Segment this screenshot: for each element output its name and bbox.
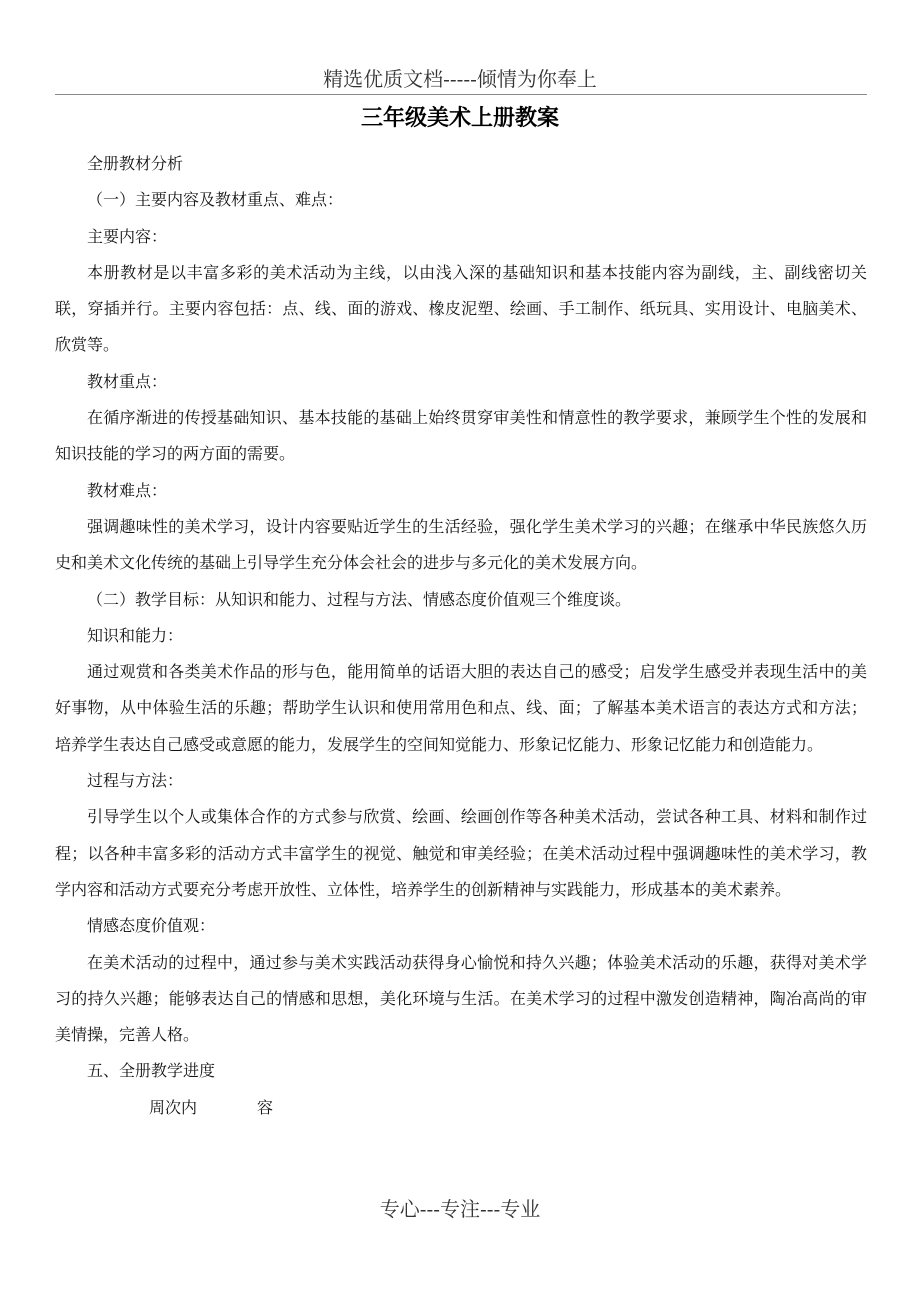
page-header: 精选优质文档-----倾情为你奉上 — [323, 67, 597, 91]
paragraph-key-points: 在循序渐进的传授基础知识、基本技能的基础上始终贯穿审美性和情意性的教学要求，兼顾学生个性的发展和知识技能的学习的两方面的需要。 — [55, 408, 867, 464]
subsection-heading-goals: （二）教学目标：从知识和能力、过程与方法、情感态度价值观三个维度谈。 — [87, 589, 632, 609]
schedule-table-header — [55, 1090, 867, 1126]
page-footer: 专心---专注---专业 — [379, 1197, 541, 1221]
document-title: 三年级美术上册教案 — [360, 106, 559, 131]
document-body — [55, 146, 867, 1126]
label-process-method: 过程与方法： — [87, 771, 184, 791]
subsection-heading: （一）主要内容及教材重点、难点： — [87, 190, 344, 210]
label-main-content: 主要内容： — [87, 226, 168, 246]
paragraph-difficulties: 强调趣味性的美术学习，设计内容要贴近学生的生活经验，强化学生美术学习的兴趣；在继承中华民族悠久历史和美术文化传统的基础上引导学生充分体会社会的进步与多元化的美术发展方向。 — [55, 516, 867, 573]
label-knowledge-ability: 知识和能力： — [87, 625, 184, 645]
label-key-points: 教材重点： — [87, 371, 168, 391]
paragraph-knowledge-ability: 通过观赏和各类美术作品的形与色，能用简单的话语大胆的表达自己的感受；启发学生感受并表现生活中的美好事物，从中体验生活的乐趣；帮助学生认识和使用常用色和点、线、面；了解基本美术语言的表达方式和方法；培养学生表达自己感受或意愿的能力，发展学生的空间知觉能力、形象记忆能力、形象记忆能力和创造能力。 — [55, 662, 867, 754]
paragraph-attitude-values: 在美术活动的过程中，通过参与美术实践活动获得身心愉悦和持久兴趣；体验美术活动的乐趣，获得对美术学习的持久兴趣；能够表达自己的情感和思想，美化环境与生活。在美术学习的过程中激发创造精神，陶冶高尚的审美情操，完善人格。 — [55, 952, 867, 1045]
column-header-content: 容 — [257, 1097, 274, 1117]
label-attitude-values: 情感态度价值观： — [87, 916, 216, 936]
label-difficulties: 教材难点： — [87, 480, 168, 500]
paragraph-main-content: 本册教材是以丰富多彩的美术活动为主线，以由浅入深的基础知识和基本技能内容为副线，主、副线密切关联，穿插并行。主要内容包括：点、线、面的游戏、橡皮泥塑、绘画、手工制作、纸玩具、实用设计、电脑美术、欣赏等。 — [55, 262, 867, 355]
section-heading: 全册教材分析 — [87, 154, 184, 173]
paragraph-process-method: 引导学生以个人或集体合作的方式参与欣赏、绘画、绘画创作等各种美术活动，尝试各种工具、材料和制作过程；以各种丰富多彩的活动方式丰富学生的视觉、触觉和审美经验；在美术活动过程中强调趣味性的美术学习，教学内容和活动方式要充分考虑开放性、立体性，培养学生的创新精神与实践能力，形成基本的美术素养。 — [55, 807, 867, 899]
column-header-week: 周次内 — [149, 1097, 198, 1117]
header-divider — [55, 94, 867, 95]
section-heading-schedule: 五、全册教学进度 — [87, 1061, 216, 1081]
